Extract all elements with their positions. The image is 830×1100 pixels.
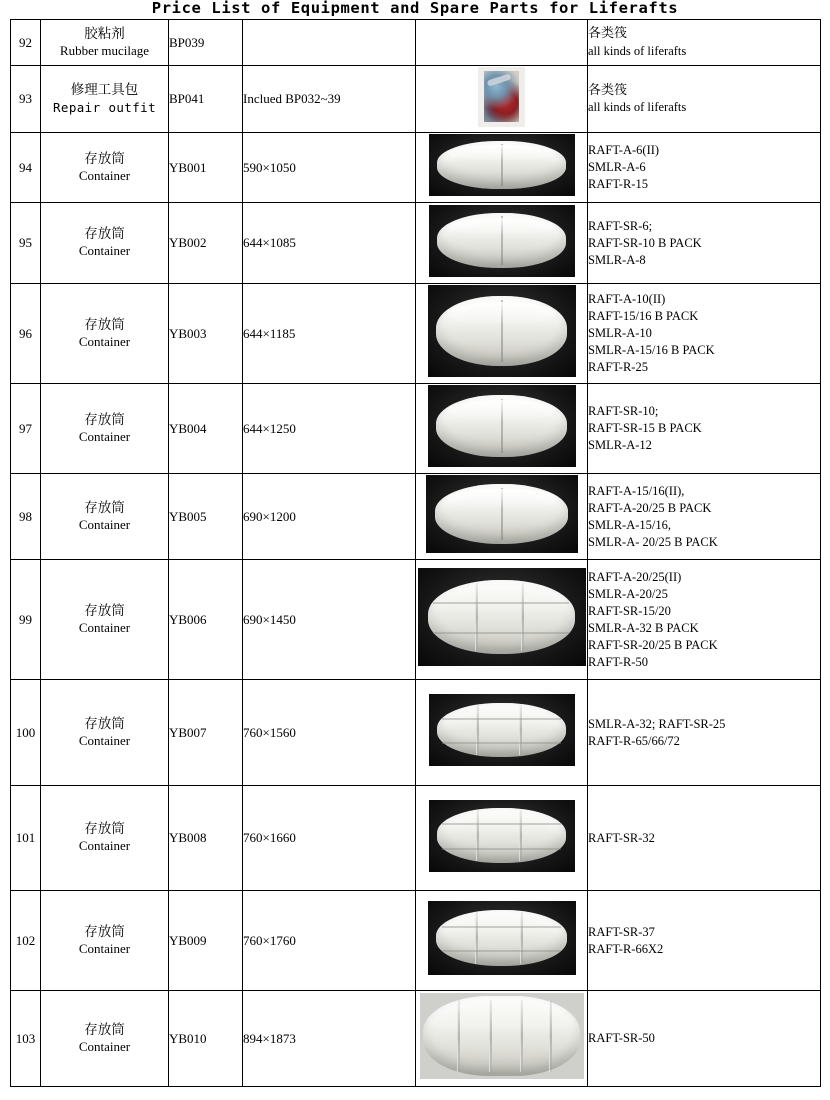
item-name-en: Container bbox=[78, 428, 131, 444]
container-image bbox=[428, 901, 576, 975]
table-row bbox=[11, 560, 821, 680]
row-number: 93 bbox=[11, 66, 41, 133]
application-line: SMLR-A-32 B PACK bbox=[588, 620, 699, 635]
application-line: RAFT-SR-32 bbox=[588, 830, 655, 845]
table-row bbox=[11, 133, 821, 203]
table-row bbox=[11, 991, 821, 1087]
item-image bbox=[416, 20, 588, 66]
item-application bbox=[588, 991, 821, 1087]
page-title: Price List of Equipment and Spare Parts for Liferafts bbox=[151, 0, 679, 17]
item-image bbox=[416, 133, 588, 203]
application-line: RAFT-SR-50 bbox=[588, 1031, 655, 1045]
item-code: YB006 bbox=[169, 560, 243, 680]
item-name-cn: 存放筒 bbox=[84, 602, 125, 619]
table-row bbox=[11, 891, 821, 991]
application-line: RAFT-SR-15 B PACK bbox=[588, 421, 702, 435]
item-name bbox=[41, 384, 169, 474]
application-line: SMLR-A-12 bbox=[588, 438, 652, 452]
item-name-en: Container bbox=[78, 516, 131, 532]
application-line: 各类筏 bbox=[588, 82, 628, 98]
container-image bbox=[418, 568, 586, 666]
application-line: SMLR-A-6 bbox=[588, 160, 646, 174]
application-line: RAFT-A-20/25 B PACK bbox=[588, 500, 712, 515]
item-name-cn: 存放筒 bbox=[84, 1021, 125, 1038]
application-line: RAFT-R-66X2 bbox=[588, 941, 664, 956]
item-spec: 690×1450 bbox=[243, 560, 416, 680]
item-spec: 760×1560 bbox=[243, 680, 416, 786]
application-line: SMLR-A-15/16 B PACK bbox=[588, 343, 715, 357]
item-name-en: Container bbox=[78, 167, 131, 183]
table-row bbox=[11, 20, 821, 66]
item-name bbox=[41, 133, 169, 203]
container-image bbox=[428, 285, 576, 377]
item-name-cn: 存放筒 bbox=[84, 150, 125, 167]
application-line: RAFT-R-25 bbox=[588, 360, 648, 374]
row-number: 99 bbox=[11, 560, 41, 680]
item-code: YB007 bbox=[169, 680, 243, 786]
item-application bbox=[588, 474, 821, 560]
item-application bbox=[588, 133, 821, 203]
row-number: 98 bbox=[11, 474, 41, 560]
table-row bbox=[11, 284, 821, 384]
row-number: 96 bbox=[11, 284, 41, 384]
item-spec: 894×1873 bbox=[243, 991, 416, 1087]
item-name-cn: 存放筒 bbox=[84, 715, 125, 732]
item-code: BP041 bbox=[169, 66, 243, 133]
item-application bbox=[588, 680, 821, 786]
item-image bbox=[416, 560, 588, 680]
item-code: YB003 bbox=[169, 284, 243, 384]
item-name-cn: 存放筒 bbox=[84, 499, 125, 516]
row-number: 102 bbox=[11, 891, 41, 991]
item-name-cn: 存放筒 bbox=[84, 821, 125, 838]
table-row bbox=[11, 203, 821, 284]
item-name bbox=[41, 203, 169, 284]
item-application bbox=[588, 786, 821, 891]
container-image bbox=[429, 205, 575, 277]
row-number: 103 bbox=[11, 991, 41, 1087]
item-code: YB008 bbox=[169, 786, 243, 891]
item-spec: 760×1760 bbox=[243, 891, 416, 991]
item-name-en: Container bbox=[78, 838, 131, 854]
item-code: YB010 bbox=[169, 991, 243, 1087]
application-line: all kinds of liferafts bbox=[588, 100, 687, 115]
application-line: RAFT-SR-10 B PACK bbox=[588, 235, 702, 250]
item-code: BP039 bbox=[169, 20, 243, 66]
item-code: YB001 bbox=[169, 133, 243, 203]
application-line: SMLR-A-15/16, bbox=[588, 517, 671, 532]
application-line: RAFT-A-6(II) bbox=[588, 143, 660, 157]
item-code: YB002 bbox=[169, 203, 243, 284]
item-application bbox=[588, 66, 821, 133]
application-line: SMLR-A- 20/25 B PACK bbox=[588, 534, 718, 549]
item-spec bbox=[243, 20, 416, 66]
table-row bbox=[11, 786, 821, 891]
item-name-en: Container bbox=[78, 243, 131, 259]
item-name-cn: 存放筒 bbox=[84, 923, 125, 940]
item-name bbox=[41, 66, 169, 133]
item-application bbox=[588, 560, 821, 680]
item-image bbox=[416, 203, 588, 284]
item-image bbox=[416, 66, 588, 133]
item-name-en: Container bbox=[78, 619, 131, 635]
item-image bbox=[416, 786, 588, 891]
application-line: RAFT-A-15/16(II), bbox=[588, 483, 685, 498]
item-name bbox=[41, 474, 169, 560]
item-spec: 690×1200 bbox=[243, 474, 416, 560]
application-line: RAFT-SR-37 bbox=[588, 924, 655, 939]
item-image bbox=[416, 680, 588, 786]
item-name-en: Container bbox=[78, 333, 131, 349]
item-name-en: Repair outfit bbox=[52, 99, 157, 115]
item-application bbox=[588, 20, 821, 66]
application-line: RAFT-R-15 bbox=[588, 177, 648, 191]
application-line: RAFT-SR-6; bbox=[588, 218, 653, 233]
application-line: RAFT-SR-10; bbox=[588, 404, 659, 418]
application-line: RAFT-SR-15/20 bbox=[588, 603, 671, 618]
item-name bbox=[41, 991, 169, 1087]
price-list-table bbox=[10, 19, 821, 1087]
row-number: 94 bbox=[11, 133, 41, 203]
container-image bbox=[420, 993, 584, 1079]
item-name-cn: 存放筒 bbox=[84, 316, 125, 333]
application-line: SMLR-A-8 bbox=[588, 252, 646, 267]
item-spec: 644×1250 bbox=[243, 384, 416, 474]
container-image bbox=[429, 800, 575, 872]
application-line: all kinds of liferafts bbox=[588, 43, 687, 58]
item-image bbox=[416, 384, 588, 474]
application-line: RAFT-A-20/25(II) bbox=[588, 569, 682, 584]
application-line: SMLR-A-20/25 bbox=[588, 586, 668, 601]
item-name bbox=[41, 786, 169, 891]
item-spec: Inclued BP032~39 bbox=[243, 66, 416, 133]
item-name bbox=[41, 284, 169, 384]
application-line: SMLR-A-10 bbox=[588, 326, 652, 340]
container-image bbox=[429, 694, 575, 766]
item-image bbox=[416, 991, 588, 1087]
application-line: RAFT-15/16 B PACK bbox=[588, 309, 699, 323]
item-code: YB004 bbox=[169, 384, 243, 474]
item-name bbox=[41, 20, 169, 66]
application-line: RAFT-SR-20/25 B PACK bbox=[588, 637, 718, 652]
table-row bbox=[11, 474, 821, 560]
item-image bbox=[416, 284, 588, 384]
table-row bbox=[11, 680, 821, 786]
item-name bbox=[41, 560, 169, 680]
item-application bbox=[588, 284, 821, 384]
item-name-en: Rubber mucilage bbox=[59, 42, 150, 58]
item-application bbox=[588, 891, 821, 991]
item-name-en: Container bbox=[78, 940, 131, 956]
item-name-cn: 胶粘剂 bbox=[84, 25, 125, 42]
item-code: YB005 bbox=[169, 474, 243, 560]
row-number: 97 bbox=[11, 384, 41, 474]
item-image bbox=[416, 474, 588, 560]
repair-outfit-kit-image bbox=[478, 67, 525, 127]
row-number: 100 bbox=[11, 680, 41, 786]
item-spec: 590×1050 bbox=[243, 133, 416, 203]
item-image bbox=[416, 891, 588, 991]
application-line: RAFT-R-65/66/72 bbox=[588, 733, 680, 748]
container-image bbox=[429, 134, 575, 196]
item-name-cn: 修理工具包 bbox=[70, 82, 139, 99]
item-name bbox=[41, 891, 169, 991]
application-line: 各类筏 bbox=[588, 26, 628, 42]
item-application bbox=[588, 203, 821, 284]
application-line: RAFT-A-10(II) bbox=[588, 292, 666, 306]
item-application bbox=[588, 384, 821, 474]
item-name bbox=[41, 680, 169, 786]
item-code: YB009 bbox=[169, 891, 243, 991]
item-name-cn: 存放筒 bbox=[84, 226, 125, 243]
container-image bbox=[428, 385, 576, 467]
application-line: SMLR-A-32; RAFT-SR-25 bbox=[588, 716, 726, 731]
item-spec: 644×1085 bbox=[243, 203, 416, 284]
row-number: 92 bbox=[11, 20, 41, 66]
table-row bbox=[11, 66, 821, 133]
item-spec: 760×1660 bbox=[243, 786, 416, 891]
item-name-en: Container bbox=[78, 732, 131, 748]
row-number: 101 bbox=[11, 786, 41, 891]
row-number: 95 bbox=[11, 203, 41, 284]
item-name-cn: 存放筒 bbox=[84, 411, 125, 428]
application-line: RAFT-R-50 bbox=[588, 654, 648, 669]
item-name-en: Container bbox=[78, 1038, 131, 1054]
container-image bbox=[426, 475, 578, 553]
table-row bbox=[11, 384, 821, 474]
item-spec: 644×1185 bbox=[243, 284, 416, 384]
